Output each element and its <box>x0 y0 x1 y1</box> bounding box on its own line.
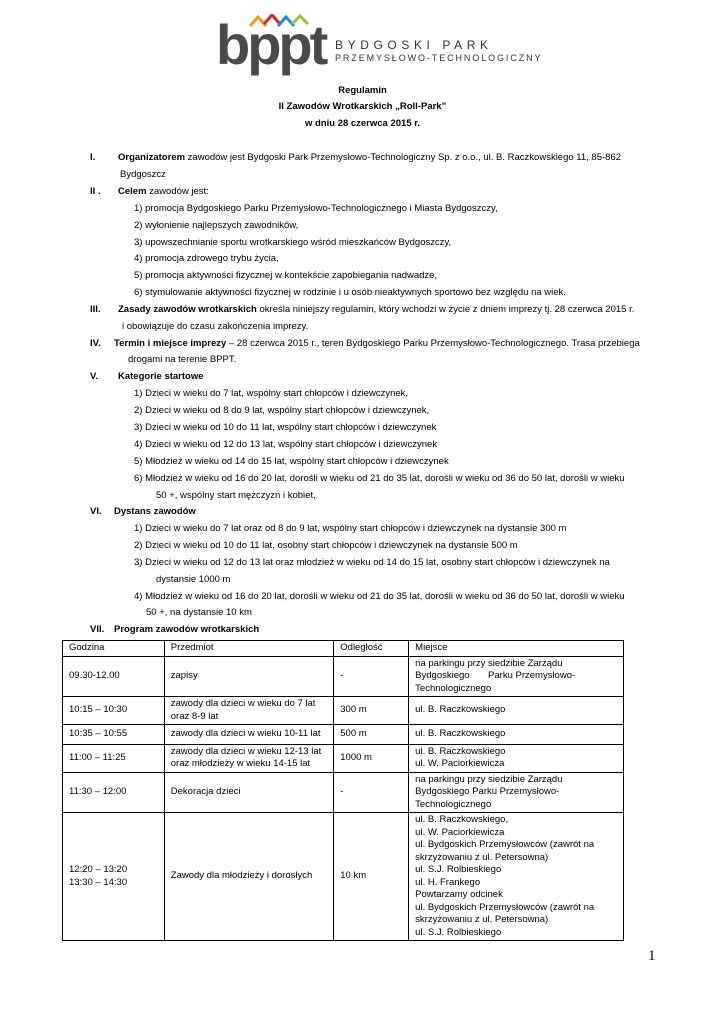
place-line: ul. B. Raczkowskiego <box>415 728 506 739</box>
place-line: ul. B. Raczkowskiego <box>415 704 506 716</box>
section-number: III. <box>90 304 101 315</box>
list-item: 2) Dzieci w wieku od 10 do 11 lat, osobny start chłopców i dziewczynek na dystansie 500 m <box>134 540 518 551</box>
subject-cell: zapisy <box>164 656 334 697</box>
section-number: I. <box>90 152 96 163</box>
section-continuation: Bydgoszcz <box>120 169 166 180</box>
place-line: Powtarzamy odcinek <box>415 889 503 900</box>
section-body: – 28 czerwca 2015 r., teren Bydgoskiego Parku Przemysłowo-Technologicznego. Trasa przebiega <box>226 338 640 349</box>
place-cell <box>409 725 624 745</box>
doc-subtitle: II Zawodów Wrotkarskich „Roll-Park” <box>278 101 447 112</box>
place-line: ul. B. Raczkowskiego <box>415 745 506 757</box>
list-item: 1) Dzieci w wieku do 7 lat, wspólny start chłopców i dziewczynek, <box>134 388 409 399</box>
section-body: określa niniejszy regulamin, który wchodzi w życie z dniem imprezy tj. 28 czerwca 2015 r. <box>256 304 635 315</box>
section-continuation: drogami na terenie BPPT. <box>128 354 237 365</box>
place-line: ul. S.J. Rolbieskiego <box>415 864 502 875</box>
place-line: Bydgoskiego Parku Przemysłowo- <box>415 786 560 797</box>
place-cell <box>409 656 624 697</box>
time-cell: 10:15 – 10:30 <box>63 697 165 725</box>
table-row <box>63 813 624 941</box>
distance-cell: - <box>334 772 409 813</box>
brand-name-line1: BYDGOSKI PARK <box>335 38 493 52</box>
place-line: Technologicznego <box>415 682 492 694</box>
column-header: Przedmiot <box>164 641 334 657</box>
place-line: ul. S.J. Rolbieskiego <box>415 926 502 938</box>
time-cell: 11:00 – 11:25 <box>63 744 165 772</box>
place-cell <box>409 772 624 813</box>
list-item: 1) promocja Bydgoskiego Parku Przemysłowo-Technologicznego i Miasta Bydgoszczy, <box>134 203 498 214</box>
place-line: ul. Bydgoskich Przemysłowców (zawrót na <box>415 839 595 850</box>
time-cell: 09.30-12.00 <box>63 656 165 697</box>
subject-cell: zawody dla dzieci w wieku 10-11 lat <box>164 725 334 745</box>
place-cell <box>409 697 624 725</box>
section-continuation: i obowiązuje do czasu zakończenia imprezy. <box>122 321 309 332</box>
section-number: II . <box>90 186 101 197</box>
logo-lettering: bppt <box>216 14 326 76</box>
time-cell: 12:20 – 13:20 13:30 – 14:30 <box>63 813 165 941</box>
table-row <box>63 697 624 725</box>
table-row <box>63 772 624 813</box>
place-line: ul. Bydgoskich Przemysłowców (zawrót na <box>415 901 595 913</box>
distance-cell: - <box>334 656 409 697</box>
time-cell: 11:30 – 12:00 <box>63 772 165 813</box>
distance-cell: 500 m <box>334 725 409 745</box>
page-number: 1 <box>648 948 656 964</box>
section-4-text <box>114 338 640 349</box>
list-item: 4) Dzieci w wieku od 12 do 13 lat, wspólny start chłopców i dziewczynek <box>134 439 438 450</box>
place-line: ul. H. Frankego <box>415 876 481 888</box>
section-body: zawodów jest Bydgoski Park Przemysłowo-Technologiczny Sp. z o.o., ul. B. Raczkowskiego 11, 85-862 <box>185 152 622 163</box>
place-line: skrzyżowaniu z ul. Petersowna) <box>415 914 549 925</box>
column-header: Miejsce <box>409 641 624 657</box>
list-item: 6) stymulowanie aktywności fizycznej w rodzinie i u osób nieaktywnych sportowo bez względu na wiek. <box>134 287 566 298</box>
place-line: skrzyżowaniu z ul. Petersowna) <box>415 851 549 863</box>
section-heading: Kategorie startowe <box>118 371 204 382</box>
list-item: 5) Młodzież w wieku od 14 do 15 lat, wspólny start chłopców i dziewczynek <box>134 456 449 467</box>
section-body: zawodów jest: <box>146 186 209 197</box>
section-heading: Organizatorem <box>118 152 186 163</box>
list-item: 2) Dzieci w wieku od 8 do 9 lat, wspólny start chłopców i dziewczynek, <box>134 405 430 416</box>
list-item: 1) Dzieci w wieku do 7 lat oraz od 8 do 9 lat, wspólny start chłopców i dziewczynek na dystansie 300 m <box>134 523 567 534</box>
list-item-continuation: 50 +, na dystansie 10 km <box>146 607 252 618</box>
section-heading: Termin i miejsce imprezy <box>114 338 227 349</box>
list-item: 4) Młodzież w wieku od 16 do 20 lat, dorośli w wieku od 21 do 35 lat, dorośli w wieku od 36 do 50 lat, dorośli w wieku <box>134 591 625 602</box>
brand-name-line2: PRZEMYSŁOWO-TECHNOLOGICZNY <box>335 53 543 63</box>
list-item: 3) Dzieci w wieku od 12 do 13 lat oraz młodzież w wieku od 14 do 15 lat, osobny start chłopców i dziewczynek na <box>134 557 610 568</box>
place-line: ul. B. Raczkowskiego, <box>415 814 509 825</box>
table-row <box>63 725 624 745</box>
section-number: VII. <box>90 624 105 635</box>
place-cell <box>409 744 624 772</box>
list-item: 6) Młodzież w wieku od 16 do 20 lat, dorośli w wieku od 21 do 35 lat, dorośli w wieku od 36 do 50 lat, dorośli w wieku <box>134 473 625 484</box>
subject-cell: zawody dla dzieci w wieku do 7 lat oraz 8-9 lat <box>164 697 334 725</box>
program-table <box>62 640 624 941</box>
distance-cell: 10 km <box>334 813 409 941</box>
subject-cell: zawody dla dzieci w wieku 12-13 lat oraz młodzieży w wieku 14-15 lat <box>164 744 334 772</box>
table-row <box>63 744 624 772</box>
distance-cell: 300 m <box>334 697 409 725</box>
section-2-text <box>118 186 209 197</box>
section-number: IV. <box>90 338 101 349</box>
list-item: 3) upowszechnianie sportu wrotkarskiego wśród mieszkańców Bydgoszczy, <box>134 237 452 248</box>
list-item: 5) promocja aktywności fizycznej w kontekście zapobiegania nadwadze, <box>134 270 438 281</box>
section-1-text <box>118 152 621 163</box>
distance-cell: 1000 m <box>334 744 409 772</box>
section-number: VI. <box>90 506 102 517</box>
list-item: 2) wyłonienie najlepszych zawodników, <box>134 220 299 231</box>
table-header-row <box>63 641 624 657</box>
time-cell: 10:35 – 10:55 <box>63 725 165 745</box>
place-line: na parkingu przy siedzibie Zarządu <box>415 773 563 785</box>
list-item: 3) Dzieci w wieku od 10 do 11 lat, wspólny start chłopców i dziewczynek <box>134 422 437 433</box>
section-heading: Zasady zawodów wrotkarskich <box>118 304 257 315</box>
table-row <box>63 656 624 697</box>
place-line: Bydgoskiego Parku Przemysłowo- <box>415 670 576 681</box>
place-line: na parkingu przy siedzibie Zarządu <box>415 657 563 669</box>
subject-cell: Zawody dla młodzieży i dorosłych <box>164 813 334 941</box>
section-number: V. <box>90 371 99 382</box>
section-3-text <box>118 304 634 315</box>
column-header: Odległość <box>334 641 409 657</box>
place-line: ul. W. Paciorkiewicza <box>415 826 505 838</box>
place-line: ul. W. Paciorkiewicza <box>415 758 505 769</box>
section-heading: Dystans zawodów <box>114 506 196 517</box>
subject-cell: Dekoracja dzieci <box>164 772 334 813</box>
column-header: Godzina <box>63 641 165 657</box>
list-item: 4) promocja zdrowego trybu życia, <box>134 253 279 264</box>
doc-date: w dniu 28 czerwca 2015 r. <box>304 118 421 129</box>
list-item-continuation: dystansie 1000 m <box>156 574 231 585</box>
list-item-continuation: 50 +, wspólny start mężczyzn i kobiet, <box>156 490 316 501</box>
section-heading: Celem <box>118 186 147 197</box>
doc-title: Regulamin <box>338 85 387 96</box>
place-line: Technologicznego <box>415 798 492 810</box>
section-heading: Program zawodów wrotkarskich <box>114 624 260 635</box>
place-cell <box>409 813 624 941</box>
